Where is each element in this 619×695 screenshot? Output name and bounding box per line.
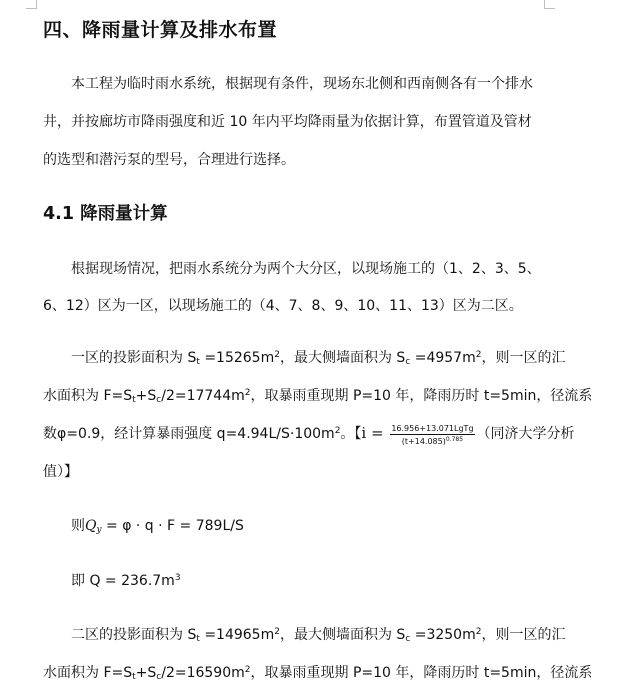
flow-formula: 则$Q_y = \varphi \cdot q \cdot F = 789L/S$ [71, 518, 244, 535]
subsection-heading: 4.1 降雨量计算 [43, 204, 168, 224]
section-heading: 四、降雨量计算及排水布置 [43, 19, 278, 41]
intro-line-1: 本工程为临时雨水系统，根据现有条件，现场东北侧和西南侧各有一个排水 [71, 76, 533, 92]
zones-line-1: 根据现场情况，把雨水系统分为两个大分区，以现场施工的（1、2、3、5、 [71, 261, 541, 277]
rain-intensity-formula-label: i = [361, 424, 389, 442]
intro-line-3: 的选型和潜污泵的型号，合理进行选择。 [43, 152, 295, 168]
zone2-line-1: 二区的投影面积为 $S_t =14965m^2$，最大侧墙面积为 $S_c =3250m^2$，则一区的汇 [71, 627, 566, 644]
zones-line-2: 6、12）区为一区，以现场施工的（4、7、8、9、10、11、13）区为二区。 [43, 298, 523, 314]
zone2-line-2: 水面积为 $F=S_t+S_c/2=16590m^2$，取暴雨重现期 P=10 年，降雨历时 t=5min，径流系 [43, 665, 593, 682]
intro-line-2: 井，并按廊坊市降雨强度和近 10 年内平均降雨量为依据计算，布置管道及管材 [43, 114, 532, 130]
zone1-line-4: 值）】 [43, 464, 78, 480]
page-corner-mark-left [26, 0, 37, 9]
rain-intensity-fraction: $\frac{\text{16.956+13.071LgTg}}{(t+14.085)^{0.785}}$ [391, 424, 474, 446]
volume-formula: 即 $Q = 236.7m^3$ [71, 573, 181, 589]
page-corner-mark-right [544, 0, 555, 9]
zone1-line-2: 水面积为 $F=S_t+S_c/2=17744m^2$，取暴雨重现期 P=10 年，降雨历时 t=5min，径流系 [43, 388, 593, 405]
zone1-line-3: 数φ=0.9，经计算暴雨强度 $q=4.94L/S\cdot 100m^2$。【i = $\frac{\text{16.956+13.071LgTg}}{(t+14.085)^{0.785}}$ （同济大学分析 [43, 424, 575, 446]
zone1-line-1: 一区的投影面积为 $S_t =15265m^2$，最大侧墙面积为 $S_c =4957m^2$，则一区的汇 [71, 350, 566, 367]
